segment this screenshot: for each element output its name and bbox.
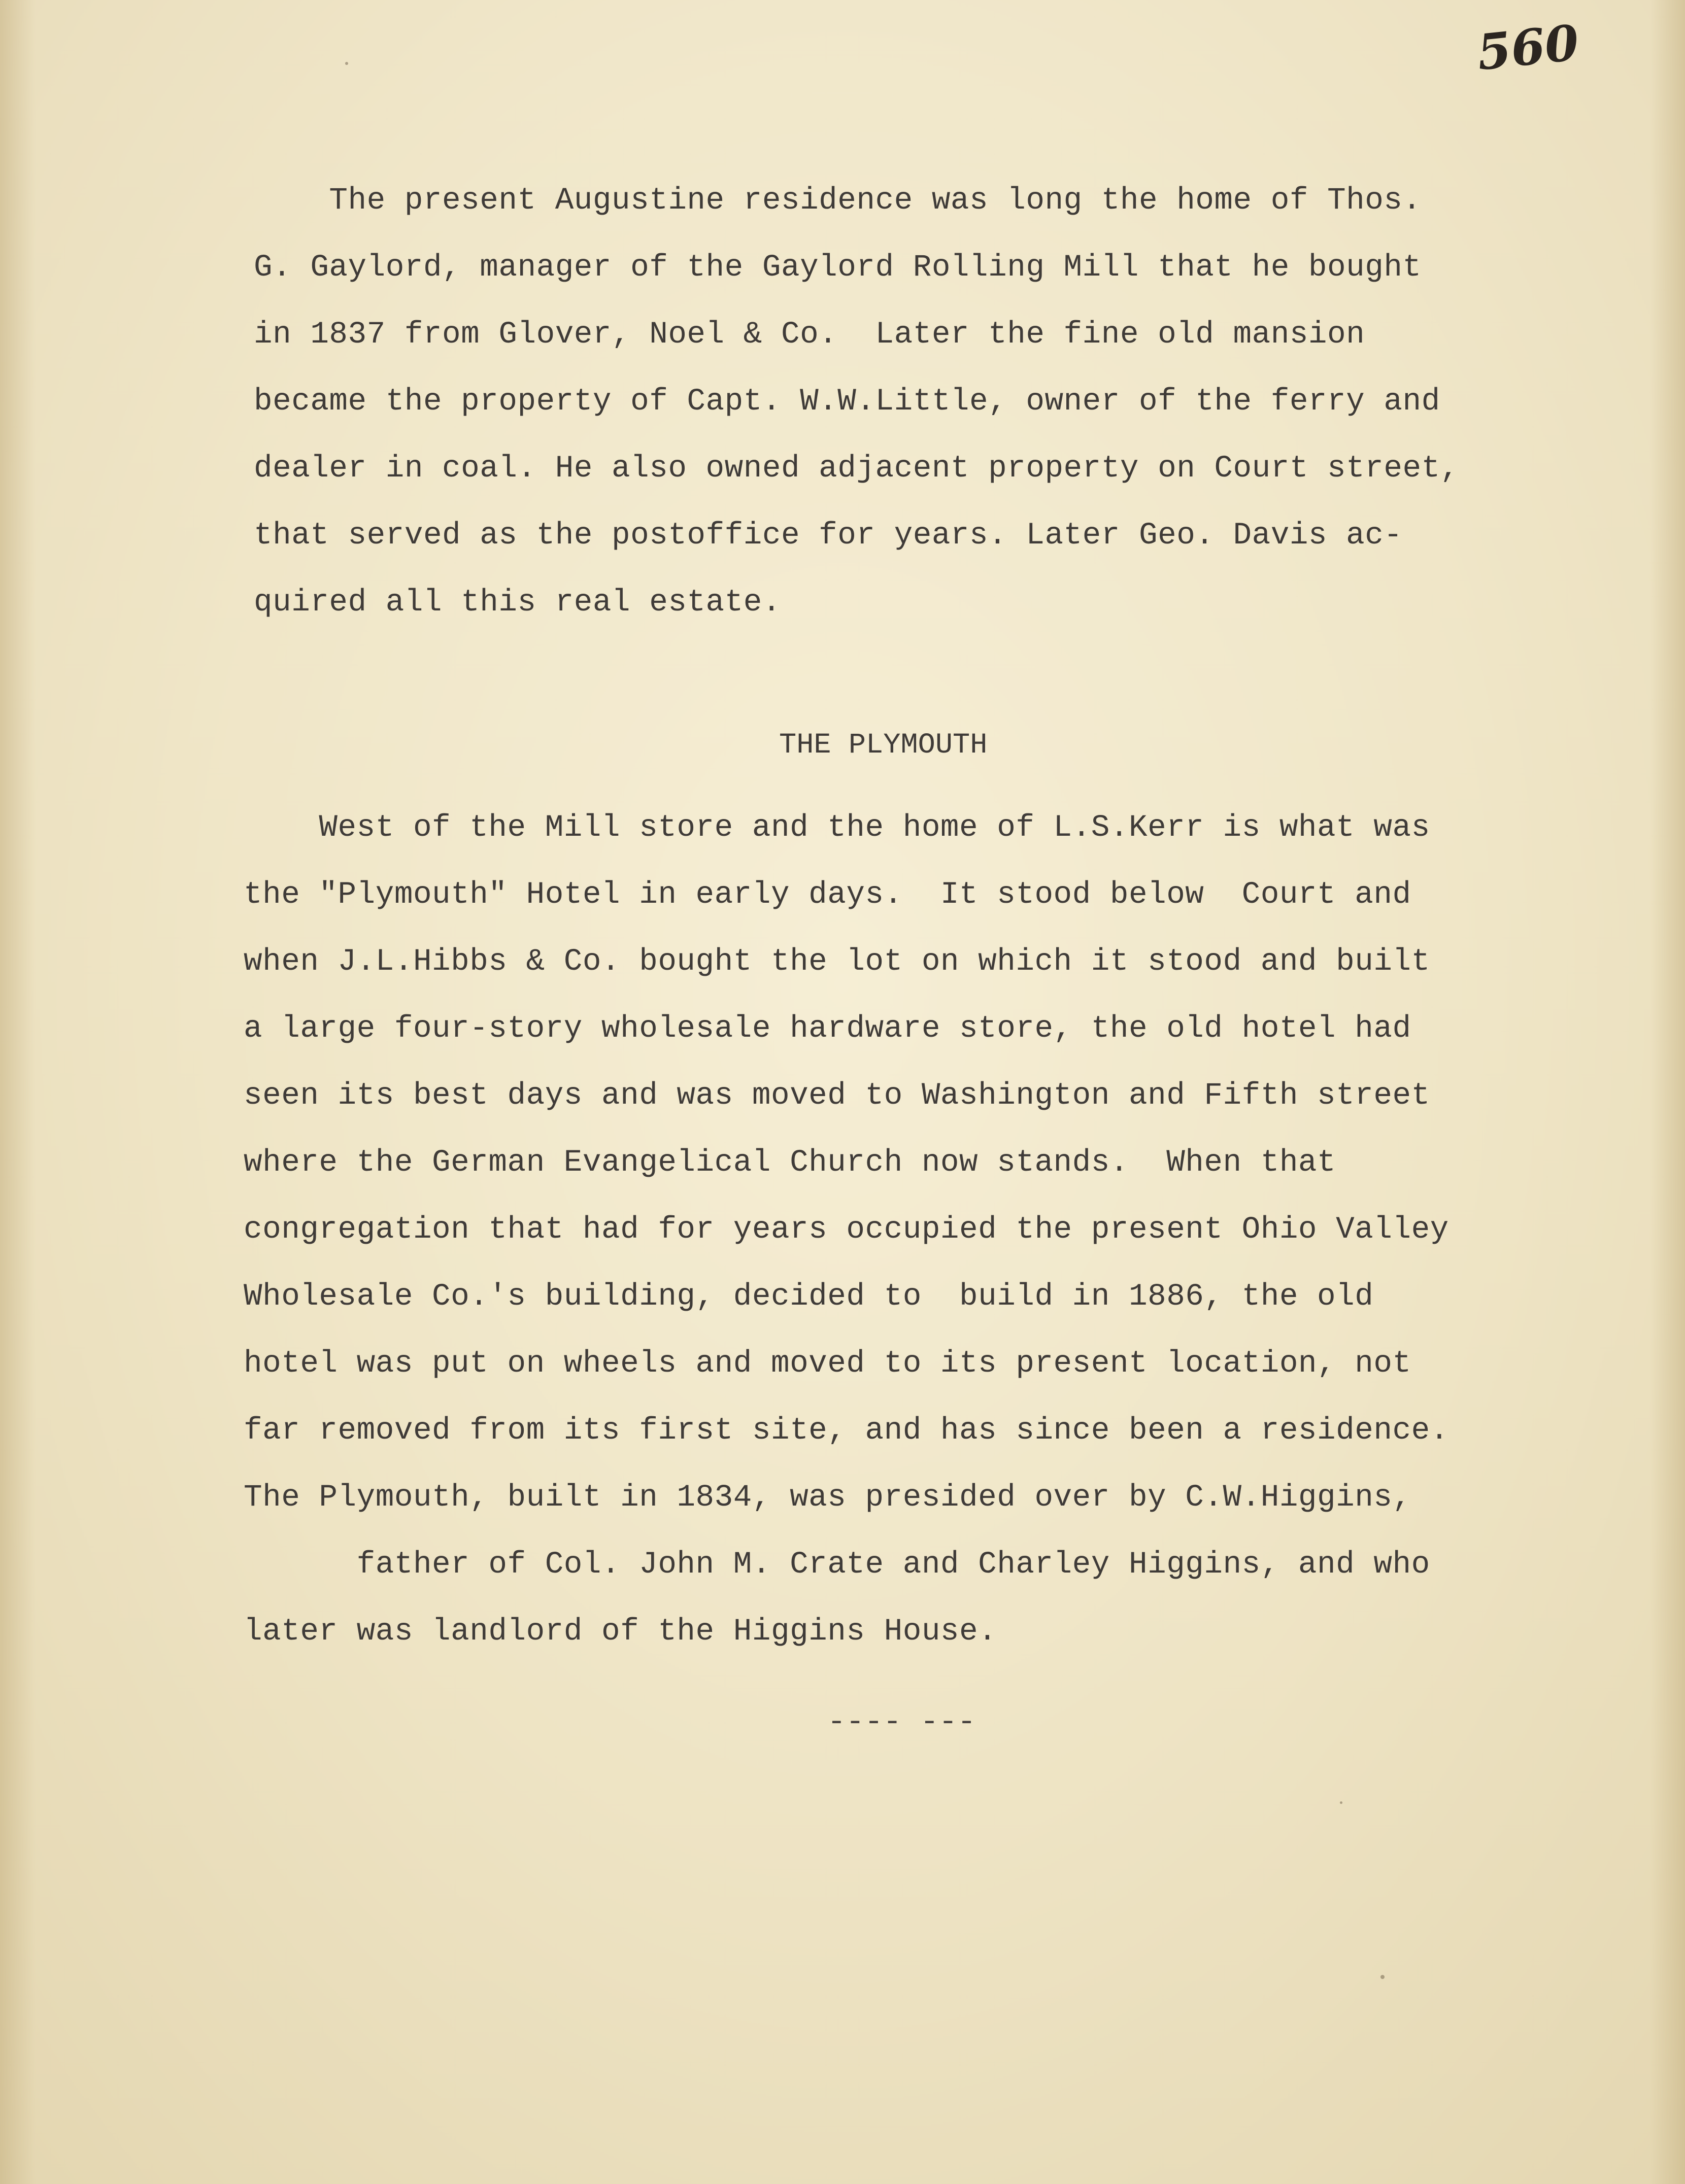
paragraph-line: dealer in coal. He also owned adjacent property on Court street, (254, 451, 1459, 486)
section-heading: THE PLYMOUTH (779, 729, 988, 762)
paper-speck (345, 62, 348, 65)
paragraph-line: the "Plymouth" Hotel in early days. It stood below Court and (244, 877, 1411, 912)
left-page-edge (0, 0, 36, 2184)
paragraph-line: quired all this real estate. (254, 585, 781, 620)
paper-speck (1380, 1975, 1385, 1979)
paragraph-line: The present Augustine residence was long the home of Thos. (254, 183, 1422, 218)
end-divider: ---- --- (827, 1705, 976, 1740)
paragraph-line: father of Col. John M. Crate and Charley Higgins, and who (244, 1547, 1430, 1582)
handwritten-page-number: 560 (1474, 14, 1582, 82)
paragraph-line: seen its best days and was moved to Washington and Fifth street (244, 1078, 1430, 1113)
paragraph-line: The Plymouth, built in 1834, was presided over by C.W.Higgins, (244, 1480, 1411, 1515)
right-page-edge (1649, 0, 1685, 2184)
paragraph-line: a large four-story wholesale hardware store, the old hotel had (244, 1011, 1411, 1046)
paragraph-plymouth-hotel (244, 795, 1624, 1673)
paragraph-line: Wholesale Co.'s building, decided to build in 1886, the old (244, 1279, 1374, 1314)
paragraph-line: congregation that had for years occupied the present Ohio Valley (244, 1212, 1449, 1247)
paragraph-augustine-residence (254, 167, 1624, 639)
paragraph-line: became the property of Capt. W.W.Little, owner of the ferry and (254, 384, 1440, 419)
paragraph-line: when J.L.Hibbs & Co. bought the lot on which it stood and built (244, 944, 1430, 979)
paragraph-line: later was landlord of the Higgins House. (244, 1614, 997, 1649)
paragraph-line: G. Gaylord, manager of the Gaylord Rolling Mill that he bought (254, 250, 1422, 285)
paragraph-line: in 1837 from Glover, Noel & Co. Later the fine old mansion (254, 317, 1365, 352)
paper-speck (1340, 1801, 1342, 1804)
paragraph-line: far removed from its first site, and has since been a residence. (244, 1413, 1449, 1448)
paragraph-line: that served as the postoffice for years. Later Geo. Davis ac- (254, 518, 1403, 553)
paragraph-line: where the German Evangelical Church now stands. When that (244, 1145, 1336, 1180)
paragraph-line: hotel was put on wheels and moved to its present location, not (244, 1346, 1411, 1381)
paragraph-line: West of the Mill store and the home of L.S.Kerr is what was (244, 810, 1430, 845)
